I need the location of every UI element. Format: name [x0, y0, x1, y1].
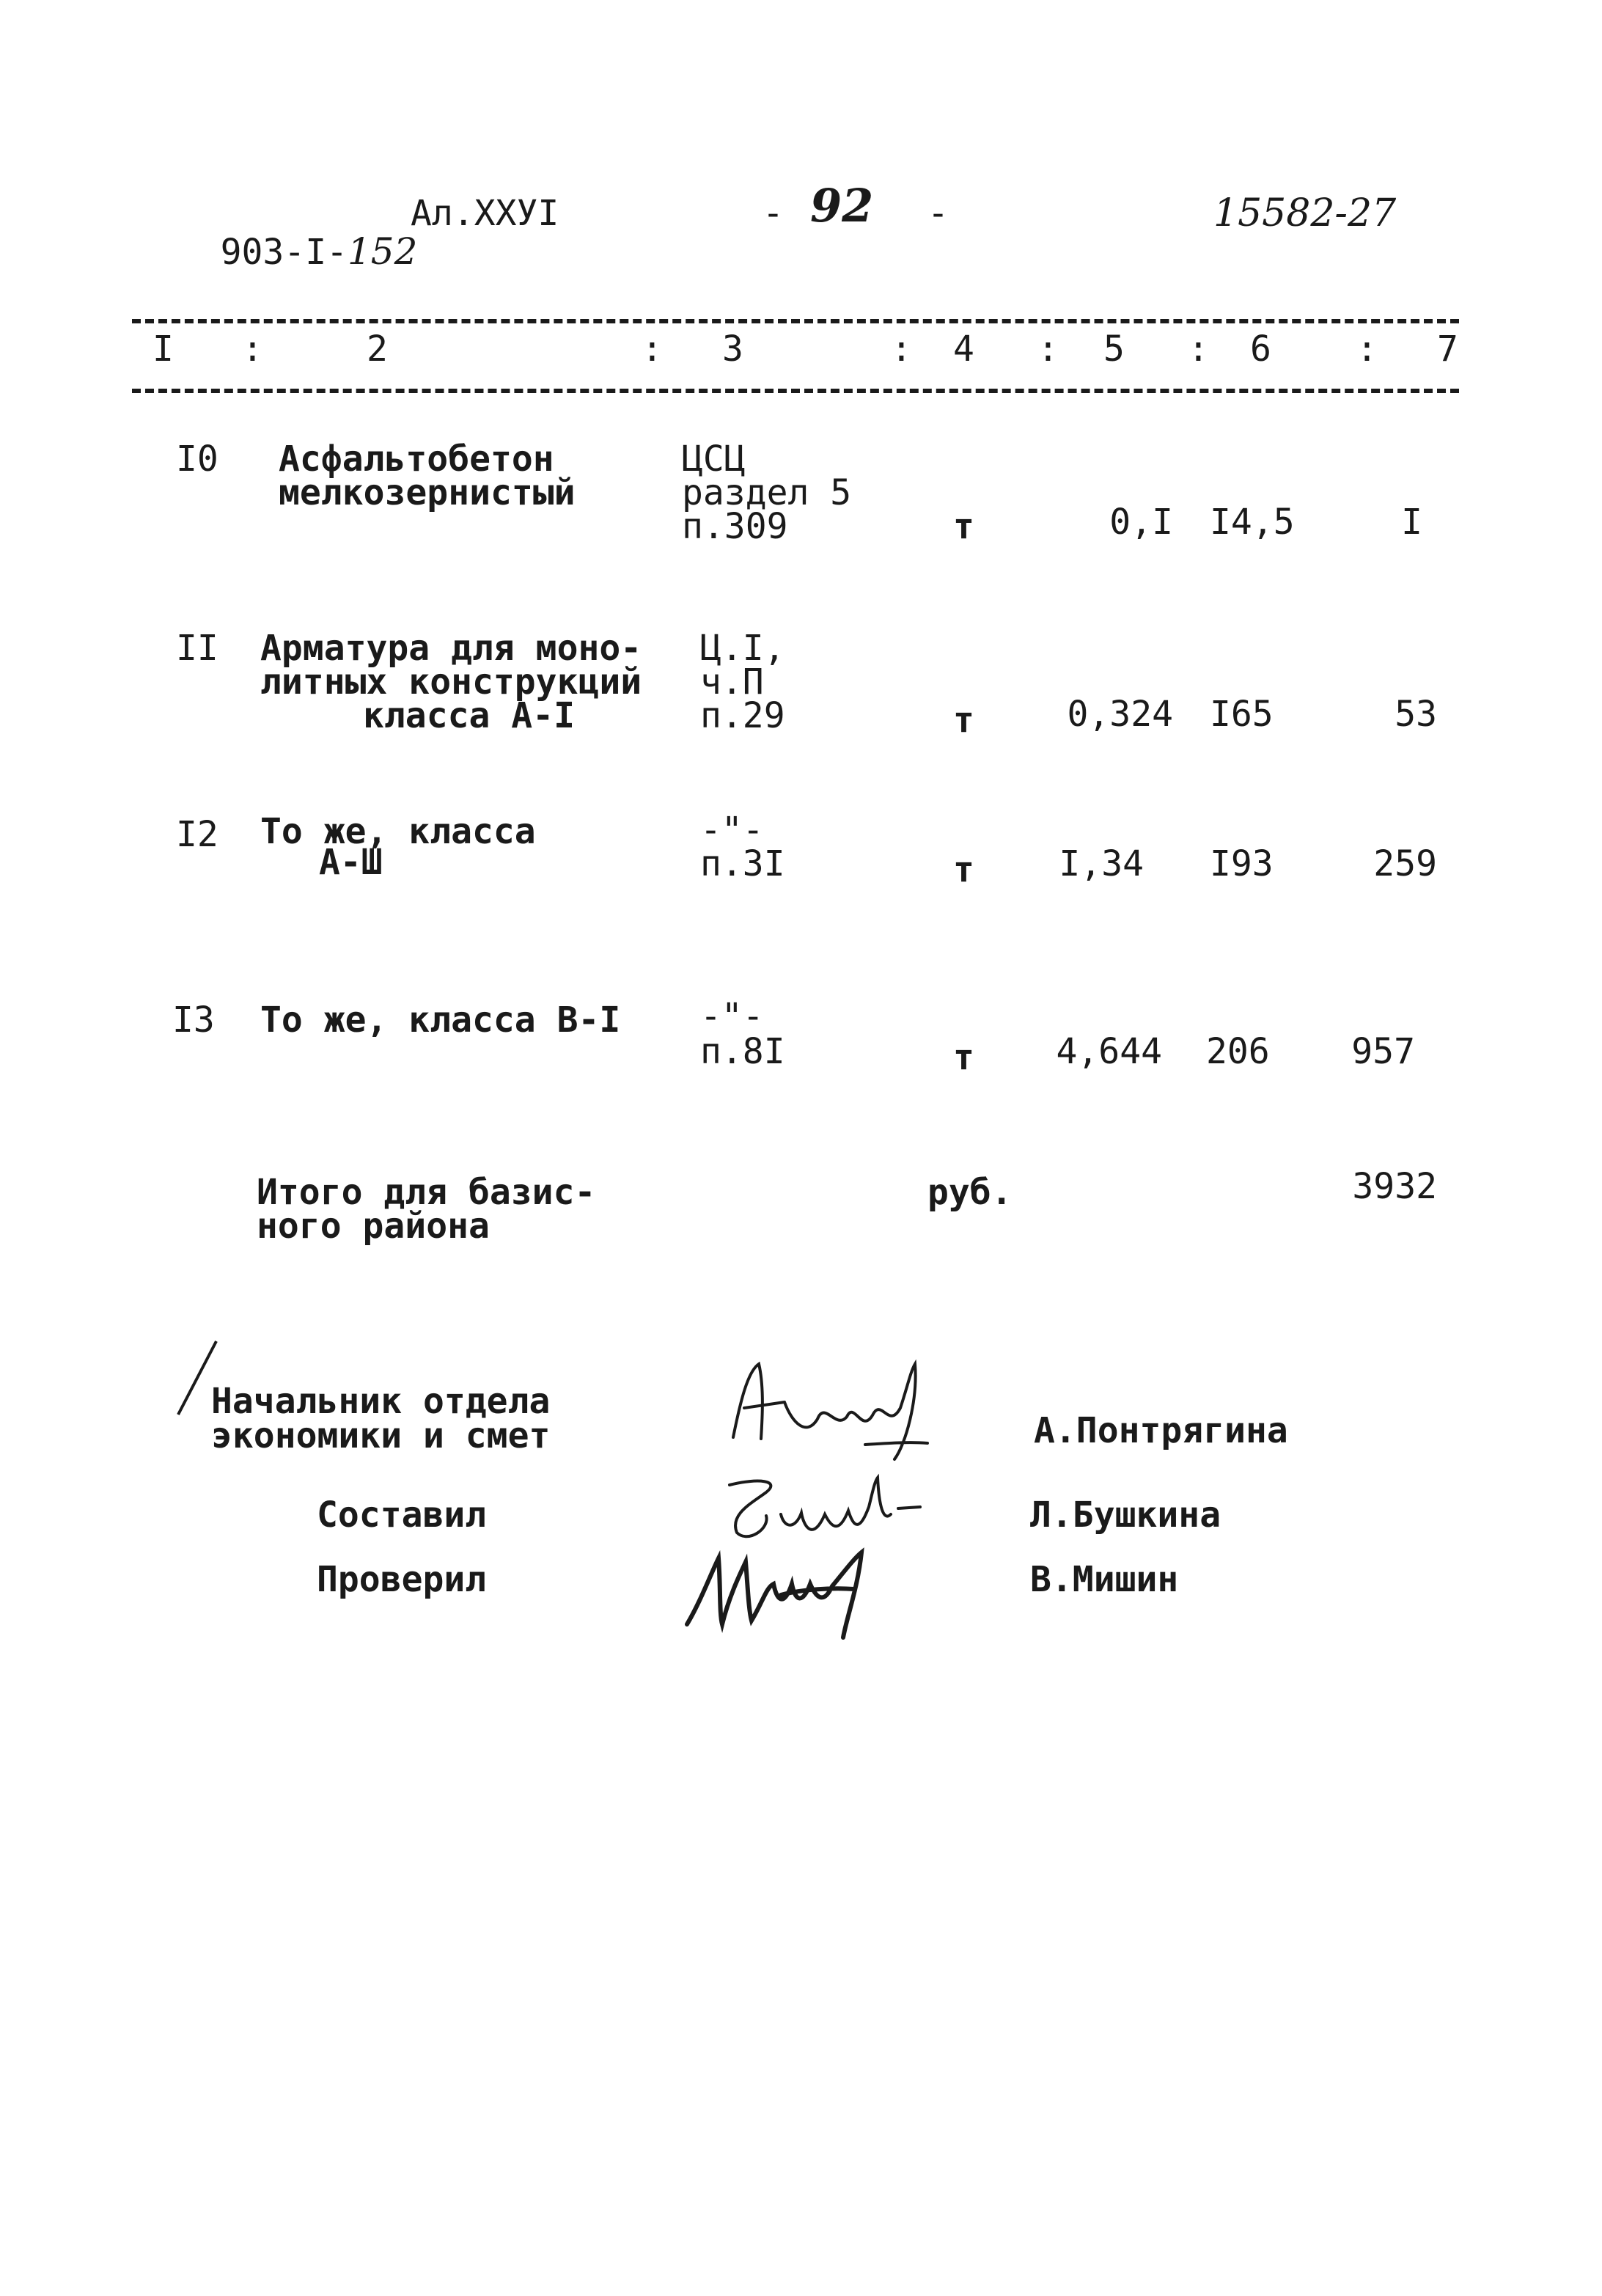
- row-name-line: Асфальтобетон: [279, 439, 554, 480]
- col-num-6: 6: [1250, 329, 1271, 370]
- col-num-5: 5: [1103, 329, 1125, 370]
- row-quantity: 4,644: [1056, 1031, 1162, 1072]
- col-num-7: 7: [1437, 329, 1458, 370]
- col-sep-3: :: [891, 329, 912, 370]
- doc-code-handwritten: 152: [347, 230, 418, 273]
- row-cost: 957: [1351, 1031, 1415, 1072]
- total-label-line: ного района: [257, 1206, 490, 1247]
- row-name-line: То же, класса В-I: [260, 1000, 621, 1041]
- row-quantity: 0,324: [1067, 694, 1173, 735]
- signature-role-line: экономики и смет: [211, 1415, 551, 1456]
- row-ref-line: -"-: [700, 810, 764, 851]
- row-ref-line: Ц.I,: [700, 628, 785, 669]
- row-ref-line: п.3I: [700, 843, 785, 884]
- row-price: I4,5: [1210, 502, 1295, 543]
- row-unit: т: [953, 849, 974, 890]
- total-cost: 3932: [1352, 1166, 1437, 1207]
- signatory-name: А.Понтрягина: [1034, 1410, 1288, 1451]
- total-unit: руб.: [927, 1172, 1013, 1213]
- row-quantity: 0,I: [1109, 502, 1173, 543]
- row-name-line: мелкозернистый: [279, 472, 576, 513]
- row-price: I65: [1210, 694, 1274, 735]
- row-number: I3: [172, 1000, 215, 1041]
- album-code: Ал.XXУI: [411, 193, 559, 234]
- col-num-1: I: [153, 329, 174, 370]
- row-unit: т: [953, 700, 974, 741]
- row-ref-line: ч.П: [700, 661, 764, 703]
- handwritten-signature-1: [719, 1357, 946, 1474]
- project-number: 15582-27: [1213, 191, 1397, 235]
- col-sep-2: :: [642, 329, 663, 370]
- row-number: I0: [176, 439, 218, 480]
- signatory-name: В.Мишин: [1030, 1559, 1179, 1600]
- row-ref-line: раздел 5: [682, 472, 852, 513]
- row-name-line: класса А-I: [363, 695, 575, 736]
- col-sep-4: :: [1037, 329, 1059, 370]
- page-number: 92: [810, 179, 874, 232]
- row-price: 206: [1206, 1031, 1270, 1072]
- row-cost: I: [1401, 502, 1422, 543]
- page-number-dash-left: -: [763, 193, 784, 234]
- row-ref-line: -"-: [700, 996, 764, 1037]
- doc-code: [136, 194, 417, 309]
- col-num-3: 3: [722, 329, 743, 370]
- signature-role-line: Проверил: [317, 1559, 487, 1600]
- page-number-dash-right: -: [927, 193, 949, 234]
- row-cost: 53: [1395, 694, 1437, 735]
- col-num-2: 2: [367, 329, 388, 370]
- signature-role-line: Составил: [317, 1494, 487, 1536]
- row-ref-line: п.8I: [700, 1031, 785, 1072]
- row-number: II: [176, 628, 218, 669]
- doc-code-printed: 903-I-: [220, 232, 348, 273]
- handwritten-signature-3: [678, 1544, 883, 1643]
- header-bottom-rule: [132, 389, 1459, 393]
- row-unit: т: [953, 1037, 974, 1078]
- row-number: I2: [176, 814, 218, 855]
- row-price: I93: [1210, 843, 1274, 884]
- col-sep-5: :: [1188, 329, 1209, 370]
- row-cost: 259: [1373, 843, 1437, 884]
- row-ref-line: п.309: [682, 506, 788, 547]
- col-sep-1: :: [242, 329, 263, 370]
- row-ref-line: ЦСЦ: [682, 439, 746, 480]
- row-unit: т: [953, 506, 974, 547]
- signature-role-line: Начальник отдела: [211, 1381, 551, 1422]
- row-name-line: литных конструкций: [260, 661, 642, 703]
- row-name-line: Арматура для моно-: [260, 628, 642, 669]
- total-label-line: Итого для базис-: [257, 1172, 596, 1213]
- header-top-rule: [132, 319, 1459, 323]
- signatory-name: Л.Бушкина: [1030, 1494, 1221, 1536]
- row-name-line: То же, класса: [260, 811, 536, 852]
- row-name-line: А-Ш: [319, 842, 383, 883]
- handwritten-signature-2: [715, 1470, 927, 1551]
- row-quantity: I,34: [1059, 843, 1144, 884]
- col-sep-6: :: [1356, 329, 1378, 370]
- col-num-4: 4: [953, 329, 974, 370]
- row-ref-line: п.29: [700, 695, 785, 736]
